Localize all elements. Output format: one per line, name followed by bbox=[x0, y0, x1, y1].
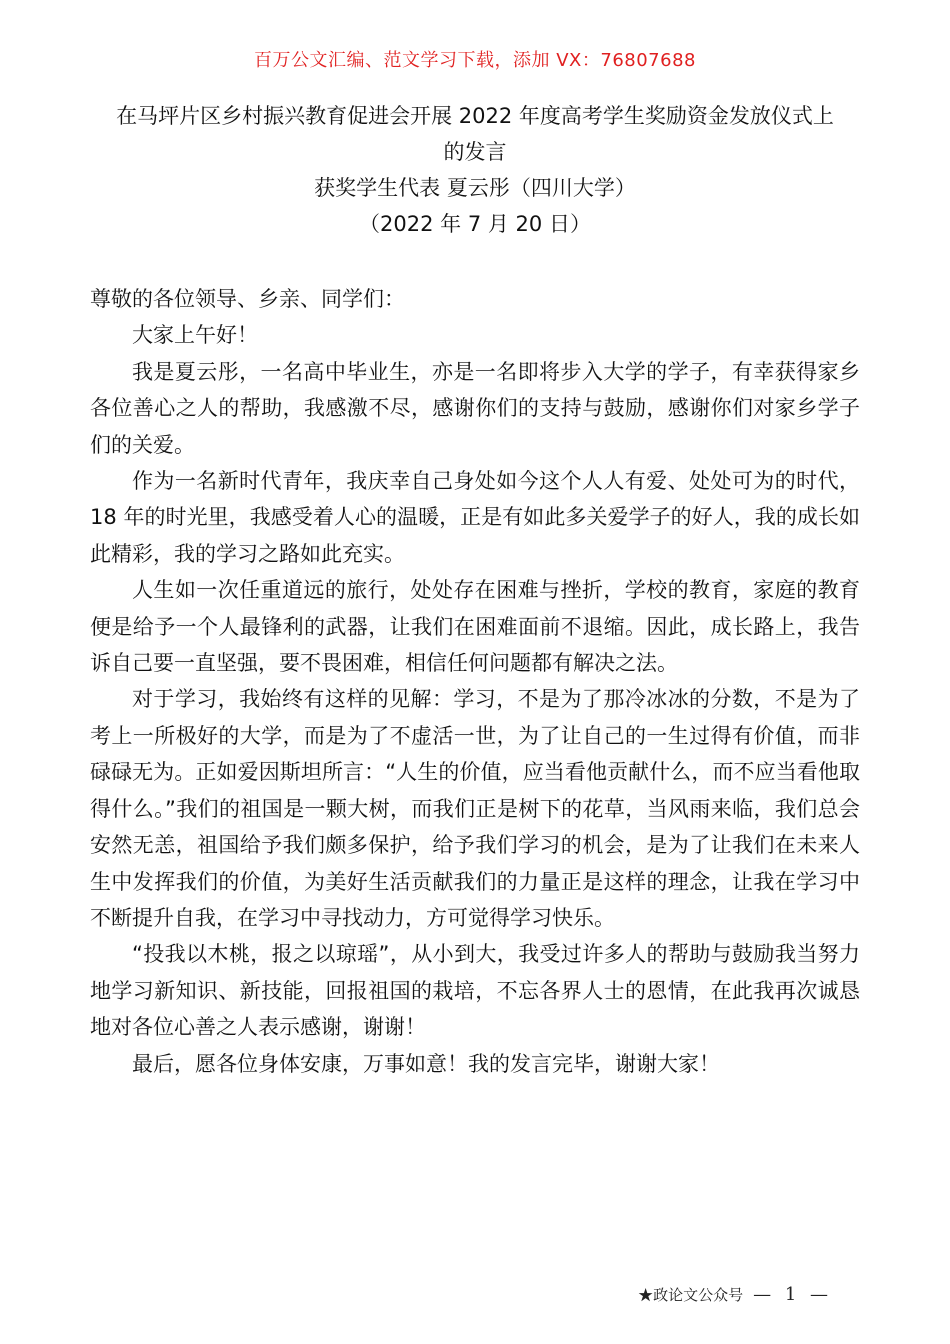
date-line: （2022 年 7 月 20 日） bbox=[359, 212, 591, 236]
footer-source: ★政论文公众号 bbox=[638, 1286, 744, 1304]
paragraph-life-journey: 人生如一次任重道远的旅行，处处存在困难与挫折，学校的教育，家庭的教育便是给予一个人最锋利的武器，让我们在困难面前不退缩。因此，成长路上，我告诉自己要一直坚强，要不畏困难，相信任何问题都有解决之法。 bbox=[90, 578, 860, 676]
title-line-1: 在马坪片区乡村振兴教育促进会开展 2022 年度高考学生奖励资金发放仪式上 bbox=[116, 104, 834, 128]
speaker-line: 获奖学生代表 夏云彤（四川大学） bbox=[314, 176, 636, 200]
paragraph-learning-view: 对于学习，我始终有这样的见解：学习，不是为了那冷冰冰的分数，不是为了考上一所极好的大学，而是为了不虚活一世，为了让自己的一生过得有价值，而非碌碌无为。正如爱因斯坦所言：“人生的价值，应当看他贡献什么，而不应当看他取得什么。”我们的祖国是一颗大树，而我们正是树下的花草，当风雨来临，我们总会安然无恙，祖国给予我们颇多保护，给予我们学习的机会，是为了让我们在未来人生中发挥我们的价值，为美好生活贡献我们的力量正是这样的理念，让我在学习中不断提升自我，在学习中寻找动力，方可觉得学习快乐。 bbox=[90, 687, 860, 930]
paragraph-gratitude: “投我以木桃，报之以琼瑶”，从小到大，我受过许多人的帮助与鼓励我当努力地学习新知识、新技能，回报祖国的栽培，不忘各界人士的恩情，在此我再次诚恳地对各位心善之人表示感谢，谢谢！ bbox=[90, 942, 860, 1040]
paragraph-new-era: 作为一名新时代青年，我庆幸自己身处如今这个人人有爱、处处可为的时代，18 年的时光里，我感受着人心的温暖，正是有如此多关爱学子的好人，我的成长如此精彩，我的学习之路如此充实。 bbox=[90, 469, 860, 566]
title-line-2: 的发言 bbox=[443, 140, 507, 164]
speech-body bbox=[90, 281, 860, 1082]
salutation: 尊敬的各位领导、乡亲、同学们： bbox=[90, 287, 405, 311]
page-number: — 1 — bbox=[753, 1284, 832, 1305]
title-block bbox=[90, 98, 860, 242]
page-footer bbox=[638, 1284, 832, 1305]
paragraph-closing: 最后，愿各位身体安康，万事如意！我的发言完毕，谢谢大家！ bbox=[132, 1051, 720, 1076]
paragraph-greeting: 大家上午好！ bbox=[132, 323, 258, 348]
paragraph-introduction: 我是夏云彤，一名高中毕业生，亦是一名即将步入大学的学子，有幸获得家乡各位善心之人的帮助，我感激不尽，感谢你们的支持与鼓励，感谢你们对家乡学子们的关爱。 bbox=[90, 359, 860, 457]
promo-banner: 百万公文汇编、范文学习下载，添加 VX：76807688 bbox=[254, 50, 696, 71]
